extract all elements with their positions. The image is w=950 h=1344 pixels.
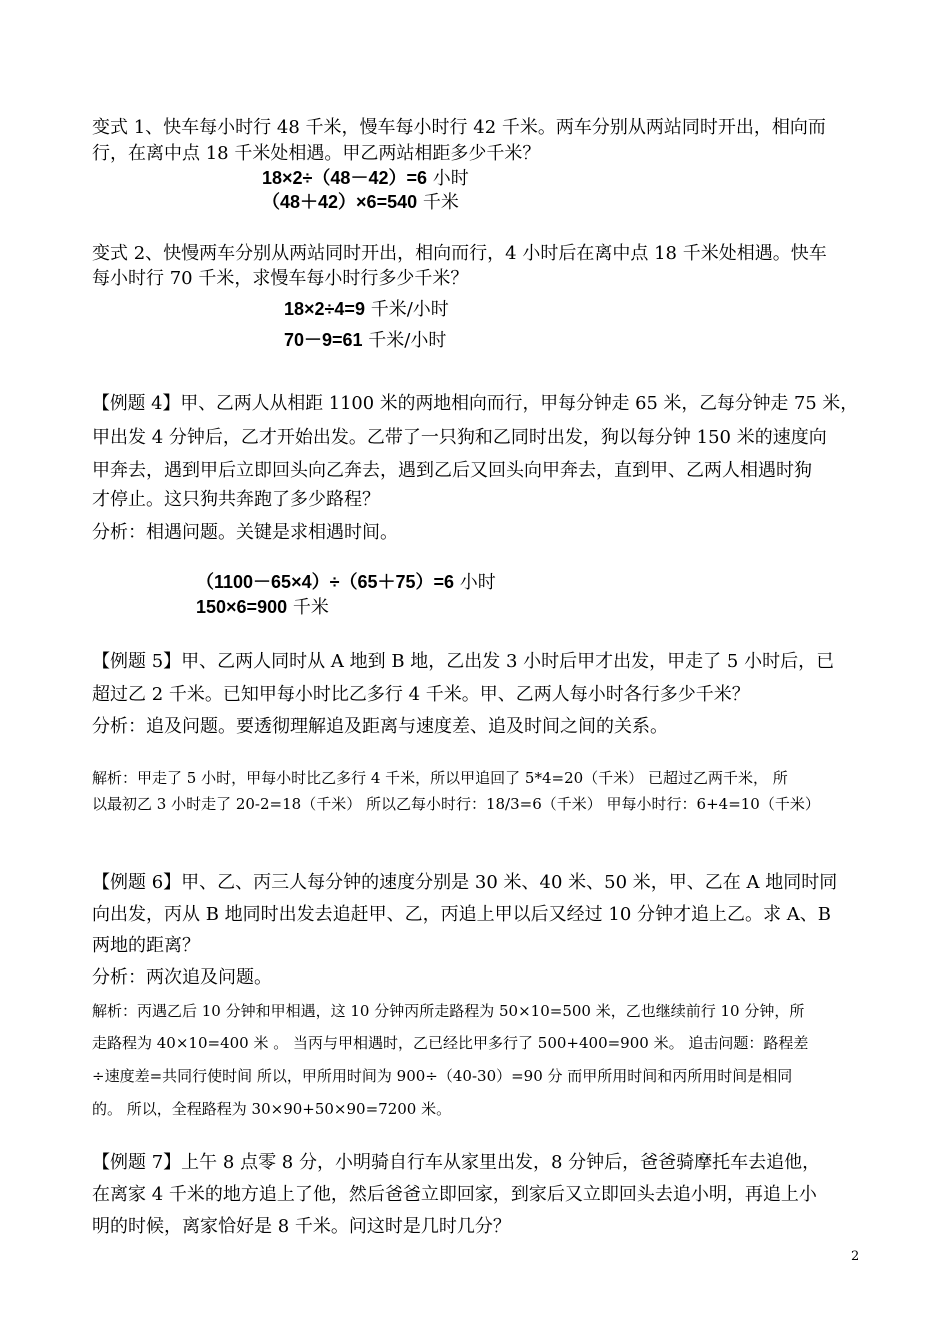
example6-line3: 两地的距离？ [92, 935, 200, 956]
variant1-calc1 [262, 166, 469, 191]
example5-line1: 【例题 5】甲、乙两人同时从 A 地到 B 地，乙出发 3 小时后甲才出发，甲走了 5 小时后，已 [92, 651, 835, 672]
example6-solution-line2: 走路程为 40×10=400 米 。 当丙与甲相遇时，乙已经比甲多行了 500+400=900 米。 追击问题：路程差 [92, 1034, 809, 1052]
calc-unit: 千米/小时 [364, 299, 449, 320]
example5-solution-line1: 解析：甲走了 5 小时，甲每小时比乙多行 4 千米，所以甲追回了 5*4=20（千米） 已超过乙两千米， 所 [92, 769, 788, 787]
calc-unit: 千米/小时 [362, 330, 447, 351]
example4-calc2 [196, 595, 329, 620]
example6-line2: 向出发，丙从 B 地同时出发去追赶甲、乙，丙追上甲以后又经过 10 分钟才追上乙。求 A、B [92, 904, 831, 925]
calc-unit: 小时 [427, 168, 469, 189]
example5-line2: 超过乙 2 千米。已知甲每小时比乙多行 4 千米。甲、乙两人每小时各行多少千米？ [92, 684, 750, 705]
example6-solution-line3: ÷速度差=共同行使时间 所以，甲所用时间为 900÷（40-30）=90 分 而甲所用时间和丙所用时间是相同 [92, 1067, 793, 1085]
example6-analysis: 分析：两次追及问题。 [92, 967, 272, 988]
example4-calc1 [196, 570, 496, 595]
calc-expression: （1100－65×4）÷（65＋75）=6 [196, 572, 455, 592]
calc-unit: 千米 [287, 597, 329, 618]
calc-expression: （48＋42）×6=540 [262, 192, 418, 212]
calc-expression: 18×2÷（48－42）=6 [262, 168, 427, 188]
calc-unit: 小时 [454, 572, 496, 593]
page-number: 2 [851, 1249, 860, 1264]
calc-unit: 千米 [417, 192, 459, 213]
example4-analysis: 分析：相遇问题。关键是求相遇时间。 [92, 522, 398, 543]
example6-solution-line4: 的。 所以，全程路程为 30×90+50×90=7200 米。 [92, 1100, 452, 1118]
example7-line3: 明的时候，离家恰好是 8 千米。问这时是几时几分？ [92, 1216, 511, 1237]
variant1-line2: 行，在离中点 18 千米处相遇。甲乙两站相距多少千米？ [92, 143, 541, 164]
variant2-calc2 [284, 328, 446, 353]
variant2-line2: 每小时行 70 千米，求慢车每小时行多少千米？ [92, 268, 469, 289]
example6-solution-line1: 解析：丙遇乙后 10 分钟和甲相遇，这 10 分钟丙所走路程为 50×10=500 米，乙也继续前行 10 分钟，所 [92, 1002, 805, 1020]
example5-solution-line2: 以最初乙 3 小时走了 20-2=18（千米） 所以乙每小时行：18/3=6（千米） 甲每小时行：6+4=10（千米） [92, 795, 820, 813]
variant1-calc2 [262, 190, 459, 215]
example7-line2: 在离家 4 千米的地方追上了他，然后爸爸立即回家，到家后又立即回头去追小明，再追上小 [92, 1184, 817, 1205]
calc-expression: 18×2÷4=9 [284, 299, 365, 319]
calc-expression: 150×6=900 [196, 597, 288, 617]
example4-line3: 甲奔去，遇到甲后立即回头向乙奔去，遇到乙后又回头向甲奔去，直到甲、乙两人相遇时狗 [92, 460, 812, 481]
example7-line1: 【例题 7】上午 8 点零 8 分，小明骑自行车从家里出发，8 分钟后，爸爸骑摩托车去追他， [92, 1152, 821, 1173]
calc-expression: 70－9=61 [284, 330, 363, 350]
example4-line2: 甲出发 4 分钟后，乙才开始出发。乙带了一只狗和乙同时出发，狗以每分钟 150 米的速度向 [92, 427, 827, 448]
example6-line1: 【例题 6】甲、乙、丙三人每分钟的速度分别是 30 米、40 米、50 米，甲、乙在 A 地同时同 [92, 872, 838, 893]
example5-analysis: 分析：追及问题。要透彻理解追及距离与速度差、追及时间之间的关系。 [92, 716, 668, 737]
variant2-calc1 [284, 297, 449, 322]
example4-line4: 才停止。这只狗共奔跑了多少路程？ [92, 489, 380, 510]
example4-line1: 【例题 4】甲、乙两人从相距 1100 米的两地相向而行，甲每分钟走 65 米，乙每分钟走 75 米， [92, 393, 859, 414]
variant2-line1: 变式 2、快慢两车分别从两站同时开出，相向而行，4 小时后在离中点 18 千米处相遇。快车 [92, 243, 827, 264]
variant1-line1: 变式 1、快车每小时行 48 千米，慢车每小时行 42 千米。两车分别从两站同时开出，相向而 [92, 117, 826, 138]
